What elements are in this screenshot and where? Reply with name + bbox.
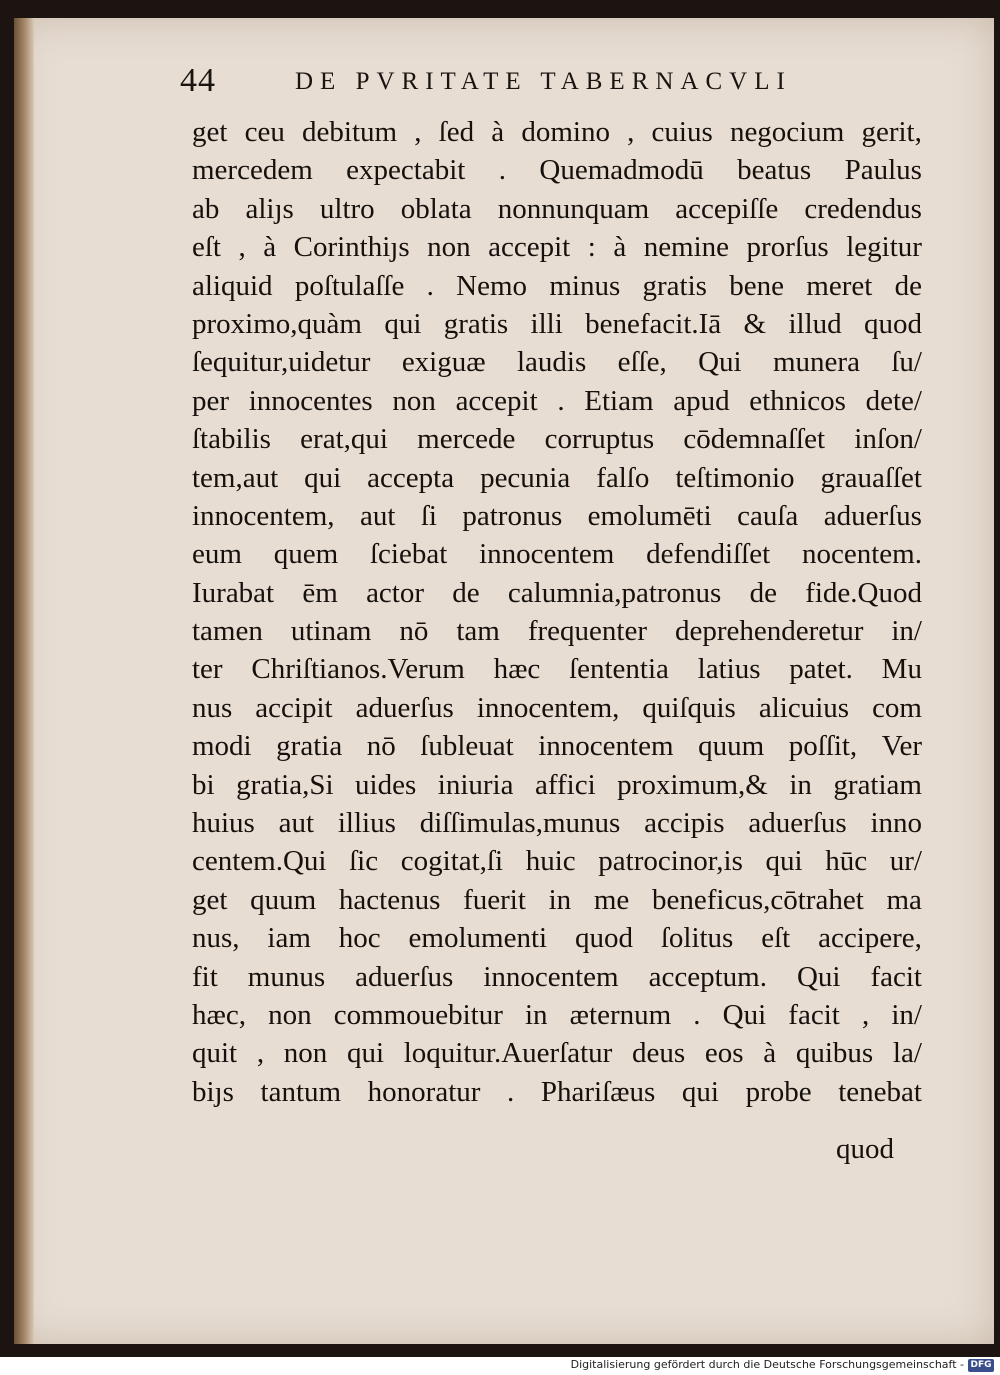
- word: Chriſtianos.Verum: [251, 653, 465, 686]
- word: gratis: [443, 307, 509, 340]
- word: ultro: [319, 192, 375, 225]
- word: ab: [192, 192, 220, 225]
- word: qui: [765, 845, 803, 878]
- word: per: [192, 384, 230, 417]
- word: quit: [192, 1037, 238, 1070]
- word: teſtimonio: [675, 461, 795, 494]
- word: poſtulaſſe: [294, 269, 405, 302]
- word: minus: [549, 269, 621, 302]
- word: alicuius: [758, 691, 850, 724]
- word: deus: [632, 1037, 686, 1070]
- word: eum: [192, 538, 242, 571]
- word: ſic: [349, 845, 379, 878]
- word: aduerſus: [355, 960, 454, 993]
- word: tenebat: [838, 1075, 922, 1108]
- word: gratis: [642, 269, 707, 302]
- word: fit: [192, 960, 218, 993]
- word: hoc: [338, 922, 381, 955]
- word: latius: [697, 653, 761, 686]
- word: accipere,: [818, 922, 922, 955]
- word: domino: [521, 116, 610, 148]
- word: accipis: [644, 807, 725, 840]
- word: bi: [192, 768, 215, 801]
- word: ſciebat: [369, 538, 448, 571]
- text-line: [192, 727, 922, 765]
- text-line: [192, 612, 922, 650]
- word: .: [498, 154, 506, 187]
- word: ſed: [438, 116, 475, 148]
- text-line: [192, 958, 922, 996]
- text-line: [192, 650, 922, 688]
- word: credendus: [804, 192, 922, 225]
- word: tam: [456, 615, 500, 648]
- text-line: [192, 420, 922, 458]
- digitization-credit: Digitalisierung gefördert durch die Deutsche Forschungsgemeinschaft -: [570, 1358, 964, 1371]
- word: uides: [355, 768, 417, 801]
- word: pecunia: [480, 461, 571, 494]
- word: defendiſſet: [646, 538, 771, 571]
- word: gratiam: [833, 768, 922, 801]
- word: get: [192, 883, 228, 916]
- word: hactenus: [338, 883, 441, 916]
- text-line: [192, 804, 922, 842]
- word: meret: [806, 269, 873, 302]
- text-line: [192, 228, 922, 266]
- word: ,: [238, 231, 246, 264]
- word: gratia,Si: [236, 768, 334, 801]
- word: get: [192, 116, 228, 148]
- word: fuerit: [463, 883, 526, 916]
- word: &: [743, 307, 767, 340]
- word: nō: [399, 615, 429, 648]
- word: non: [427, 231, 471, 264]
- word: oblata: [400, 192, 472, 225]
- word: facit: [788, 998, 840, 1031]
- word: poſſit,: [788, 730, 858, 763]
- word: ſententia: [569, 653, 669, 686]
- word: accepit: [455, 384, 538, 417]
- word: ſequitur,uidetur: [192, 346, 371, 379]
- word: centem.Qui: [192, 845, 327, 878]
- word: quem: [273, 538, 339, 571]
- word: negocium: [729, 116, 845, 148]
- word: Qui: [796, 960, 841, 993]
- word: proximo,quàm: [192, 307, 362, 340]
- word: aduerſus: [823, 499, 922, 532]
- word: me: [593, 883, 630, 916]
- catchword: quod: [836, 1133, 894, 1165]
- word: Nemo: [456, 269, 528, 302]
- word: innocentem,: [192, 499, 335, 532]
- word: debitum: [302, 116, 398, 148]
- word: cogitat,ſi: [400, 845, 504, 878]
- word: aliquid: [192, 269, 273, 302]
- text-line: [192, 190, 922, 228]
- word: in: [548, 883, 572, 916]
- word: corruptus: [544, 423, 655, 456]
- word: in/: [891, 615, 922, 648]
- word: Paulus: [844, 154, 922, 187]
- word: affici: [535, 768, 596, 801]
- word: tantum: [260, 1075, 342, 1108]
- word: Quemadmodū: [539, 154, 704, 187]
- word: quum: [698, 730, 765, 763]
- text-line: [192, 113, 922, 151]
- word: patronus: [462, 499, 563, 532]
- word: æternum: [569, 998, 672, 1031]
- word: non: [283, 1037, 328, 1070]
- text-line: [192, 689, 922, 727]
- text-line: [192, 305, 922, 343]
- word: beatus: [737, 154, 812, 187]
- word: proximum,&: [617, 768, 768, 801]
- word: apud: [673, 384, 730, 417]
- word: quibus: [795, 1037, 874, 1070]
- word: bene: [729, 269, 784, 302]
- word: grauaſſet: [820, 461, 922, 494]
- word: innocentes: [248, 384, 373, 417]
- body-text: [192, 113, 922, 1111]
- text-line: [192, 267, 922, 305]
- word: ſolitus: [660, 922, 734, 955]
- word: mercedem: [192, 154, 313, 187]
- word: exiguæ: [401, 346, 486, 379]
- text-line: [192, 459, 922, 497]
- text-line: [192, 343, 922, 381]
- word: facit: [870, 960, 922, 993]
- word: munera: [772, 346, 860, 379]
- word: nocentem.: [801, 538, 922, 571]
- word: huic: [525, 845, 576, 878]
- word: accipit: [255, 691, 333, 724]
- page-header: [180, 62, 940, 102]
- word: à: [263, 231, 277, 264]
- word: cuius: [651, 116, 713, 148]
- text-line: [192, 919, 922, 957]
- word: Corinthiȷs: [293, 231, 410, 264]
- page-number: 44: [180, 62, 216, 99]
- word: fide.Quod: [805, 576, 922, 609]
- word: biȷs: [192, 1075, 234, 1108]
- text-line: [192, 881, 922, 919]
- text-line: [192, 842, 922, 880]
- word: gratia: [276, 730, 343, 763]
- word: legitur: [846, 231, 922, 264]
- word: utinam: [290, 615, 372, 648]
- word: innocentem,: [476, 691, 620, 724]
- word: eſt: [192, 231, 221, 264]
- text-line: [192, 1034, 922, 1072]
- word: in: [789, 768, 812, 801]
- word: de: [749, 576, 777, 609]
- word: tamen: [192, 615, 263, 648]
- word: beneficus,cōtrahet: [652, 883, 864, 916]
- word: aliȷs: [245, 192, 294, 225]
- word: aut: [278, 807, 315, 840]
- text-line: [192, 996, 922, 1034]
- word: falſo: [596, 461, 650, 494]
- word: iniuria: [437, 768, 514, 801]
- word: quod: [574, 922, 633, 955]
- word: ma: [886, 883, 922, 916]
- word: iam: [267, 922, 311, 955]
- word: qui: [384, 307, 422, 340]
- word: innocentem: [479, 538, 615, 571]
- word: .: [507, 1075, 515, 1108]
- word: non: [392, 384, 436, 417]
- word: de: [452, 576, 480, 609]
- word: illud: [788, 307, 842, 340]
- word: nonnunquam: [497, 192, 650, 225]
- word: qui: [346, 1037, 385, 1070]
- text-line: [192, 1073, 922, 1111]
- dfg-logo-icon: DFG: [968, 1359, 994, 1372]
- word: aduerſus: [355, 691, 454, 724]
- word: honoratur: [367, 1075, 481, 1108]
- word: ſubleuat: [420, 730, 514, 763]
- word: calumnia,patronus: [507, 576, 722, 609]
- word: accepit: [488, 231, 571, 264]
- word: Ver: [881, 730, 922, 763]
- word: eos: [704, 1037, 744, 1070]
- word: Mu: [881, 653, 922, 686]
- word: à: [613, 231, 627, 264]
- word: qui: [304, 461, 342, 494]
- word: Qui: [698, 346, 742, 379]
- word: illius: [337, 807, 396, 840]
- word: Qui: [722, 998, 767, 1031]
- text-line: [192, 535, 922, 573]
- word: quod: [863, 307, 922, 340]
- word: Etiam: [584, 384, 654, 417]
- text-line: [192, 382, 922, 420]
- text-line: [192, 574, 922, 612]
- word: .: [693, 998, 701, 1031]
- word: dete/: [865, 384, 922, 417]
- word: mercede: [417, 423, 516, 456]
- word: munus: [247, 960, 326, 993]
- word: quum: [250, 883, 317, 916]
- word: huius: [192, 807, 255, 840]
- word: hūc: [825, 845, 868, 878]
- word: ſi: [420, 499, 437, 532]
- word: accepta: [367, 461, 455, 494]
- word: erat,qui: [300, 423, 388, 456]
- word: frequenter: [527, 615, 647, 648]
- word: à: [491, 116, 505, 148]
- word: emolumēti: [587, 499, 712, 532]
- word: eſt: [761, 922, 791, 955]
- word: accepiſſe: [675, 192, 779, 225]
- word: patrocinor,is: [598, 845, 743, 878]
- word: ur/: [889, 845, 922, 878]
- word: quiſquis: [642, 691, 736, 724]
- word: patet.: [789, 653, 853, 686]
- word: deprehenderetur: [674, 615, 864, 648]
- word: expectabit: [346, 154, 466, 187]
- word: diſſimulas,munus: [419, 807, 621, 840]
- text-line: [192, 766, 922, 804]
- word: commouebitur: [333, 998, 503, 1031]
- word: innocentem: [483, 960, 619, 993]
- word: ,: [861, 998, 870, 1031]
- word: cauſa: [737, 499, 799, 532]
- word: nō: [366, 730, 396, 763]
- word: .: [426, 269, 434, 302]
- running-title: DE PVRITATE TABERNACVLI: [295, 68, 792, 95]
- word: laudis: [516, 346, 587, 379]
- word: gerit,: [861, 116, 922, 148]
- word: nemine: [643, 231, 730, 264]
- word: prorſus: [746, 231, 829, 264]
- word: actor: [366, 576, 425, 609]
- word: in/: [891, 998, 922, 1031]
- word: inno: [870, 807, 922, 840]
- word: de: [894, 269, 922, 302]
- word: com: [872, 691, 922, 724]
- word: tem,aut: [192, 461, 279, 494]
- word: hæc,: [192, 998, 246, 1031]
- word: :: [587, 231, 596, 264]
- word: ceu: [244, 116, 285, 148]
- word: illi: [530, 307, 563, 340]
- word: .: [557, 384, 565, 417]
- word: eſſe,: [617, 346, 667, 379]
- word: hæc: [493, 653, 541, 686]
- word: acceptum.: [648, 960, 767, 993]
- word: ſtabilis: [192, 423, 271, 456]
- word: ēm: [302, 576, 338, 609]
- word: modi: [192, 730, 252, 763]
- word: non: [268, 998, 312, 1031]
- word: nus: [192, 691, 233, 724]
- word: aduerſus: [748, 807, 847, 840]
- word: emolumenti: [408, 922, 548, 955]
- word: ethnicos: [749, 384, 846, 417]
- word: ,: [256, 1037, 265, 1070]
- footer-bar: [0, 1357, 1000, 1375]
- word: nus,: [192, 922, 240, 955]
- word: cōdemnaſſet: [683, 423, 826, 456]
- word: loquitur.Auerſatur: [403, 1037, 613, 1070]
- word: in: [524, 998, 548, 1031]
- word: ,: [627, 116, 635, 148]
- word: aut: [359, 499, 396, 532]
- word: benefacit.Iā: [585, 307, 722, 340]
- word: la/: [892, 1037, 922, 1070]
- book-spine-edge: [14, 18, 34, 1344]
- word: Phariſæus: [540, 1075, 656, 1108]
- word: ter: [192, 653, 223, 686]
- word: inſon/: [854, 423, 922, 456]
- word: ,: [414, 116, 422, 148]
- text-line: [192, 151, 922, 189]
- word: probe: [745, 1075, 812, 1108]
- word: Iurabat: [192, 576, 275, 609]
- word: innocentem: [538, 730, 674, 763]
- text-line: [192, 497, 922, 535]
- word: qui: [681, 1075, 719, 1108]
- word: ſu/: [891, 346, 922, 379]
- word: à: [763, 1037, 777, 1070]
